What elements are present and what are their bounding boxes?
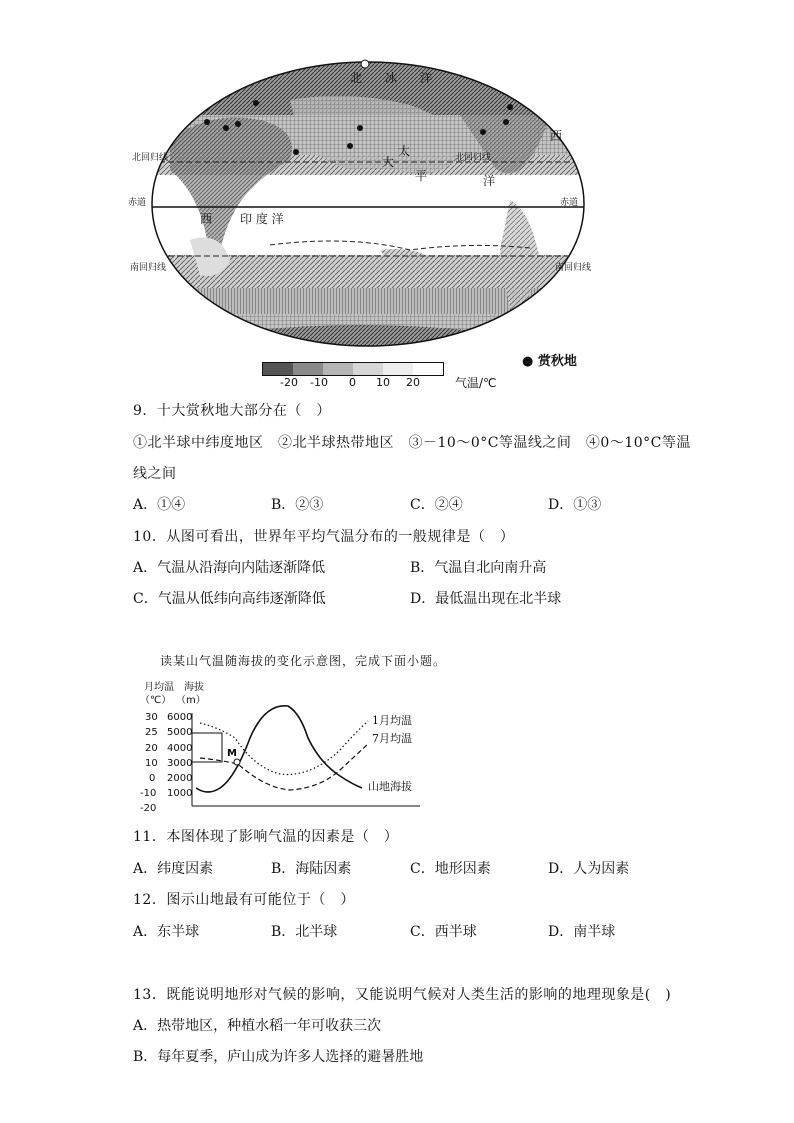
label-pacific-ping: 平 xyxy=(415,169,428,183)
point-m-label: M xyxy=(227,748,237,759)
label-tropic-cancer-left: 北回归线 xyxy=(132,153,169,163)
y1-tick: -20 xyxy=(140,803,157,814)
scale-tick: -10 xyxy=(310,376,328,389)
q12-option-b[interactable]: B．北半球 xyxy=(271,924,338,940)
scale-swatch xyxy=(413,363,443,375)
label-tropic-cancer-right: 北回归线 xyxy=(455,153,492,163)
y2-axis-label: 海拔 xyxy=(184,682,204,693)
q12-option-d[interactable]: D．南半球 xyxy=(548,924,616,940)
y1-tick: 25 xyxy=(145,727,158,738)
y1-tick: 20 xyxy=(145,743,158,754)
scale-swatch xyxy=(383,363,413,375)
legend-autumn-spot-label: 赏秋地 xyxy=(537,354,577,369)
q10-option-d[interactable]: D．最低温出现在北半球 xyxy=(410,591,562,607)
y1-axis-label: 月均温 xyxy=(144,682,174,693)
question-10-stem: 10．从图可看出，世界年平均气温分布的一般规律是（ ） xyxy=(133,529,515,545)
q9-option-b[interactable]: B．②③ xyxy=(271,497,324,513)
scale-swatch xyxy=(353,363,383,375)
question-11-stem: 11．本图体现了影响气温的因素是（ ） xyxy=(133,829,399,845)
y1-tick: 30 xyxy=(145,712,158,723)
question-12-stem: 12．图示山地最有可能位于（ ） xyxy=(133,892,355,908)
series-label-jan: 1月均温 xyxy=(372,714,412,727)
label-north: 北 xyxy=(350,71,363,85)
legend-dot-icon: ● xyxy=(522,354,534,369)
q10-option-b[interactable]: B．气温自北向南升高 xyxy=(410,560,547,576)
q9-option-a[interactable]: A．①④ xyxy=(133,497,186,513)
label-arctic: 冰 xyxy=(385,71,398,85)
y2-tick: 1000 xyxy=(167,788,193,799)
q12-option-c[interactable]: C．西半球 xyxy=(410,924,477,940)
question-13-stem: 13．既能说明地形对气候的影响，又能说明气候对人类生活的影响的地理现象是( ) xyxy=(133,987,672,1003)
q11-option-b[interactable]: B．海陆因素 xyxy=(271,861,352,877)
temperature-scale xyxy=(262,362,444,376)
series-jan-temp xyxy=(200,721,368,775)
scale-swatch xyxy=(293,363,323,375)
scale-unit: 气温/℃ xyxy=(455,376,497,390)
label-pacific-tai: 太 xyxy=(398,144,411,158)
question-9-statements: ①北半球中纬度地区 ②北半球热带地区 ③－10～0°C等温线之间 ④0～10°C等温 xyxy=(133,435,691,451)
label-atlantic-west: 西 xyxy=(550,129,563,143)
label-equator-right: 赤道 xyxy=(560,198,579,208)
label-tropic-capricorn-left: 南回归线 xyxy=(130,263,167,273)
q11-option-a[interactable]: A．纬度因素 xyxy=(133,861,214,877)
y1-tick: 10 xyxy=(145,758,158,769)
scale-swatch xyxy=(263,363,293,375)
q10-option-a[interactable]: A．气温从沿海向内陆逐渐降低 xyxy=(133,560,326,576)
series-label-jul: 7月均温 xyxy=(372,732,412,745)
q9-option-c[interactable]: C．②④ xyxy=(410,497,463,513)
y2-tick: 2000 xyxy=(167,773,193,784)
y2-tick: 4000 xyxy=(167,743,193,754)
q13-option-b[interactable]: B．每年夏季，庐山成为许多人选择的避暑胜地 xyxy=(133,1049,424,1065)
label-ocean-char: 洋 xyxy=(420,71,433,85)
question-9-statements-cont: 线之间 xyxy=(133,466,177,482)
scale-tick: -20 xyxy=(280,376,298,389)
scale-tick: 0 xyxy=(349,376,356,389)
y2-tick: 3000 xyxy=(167,758,193,769)
legend-autumn-spot xyxy=(522,350,577,369)
q12-option-a[interactable]: A．东半球 xyxy=(133,924,200,940)
world-temperature-map xyxy=(128,60,600,390)
series-elevation xyxy=(196,706,362,792)
scale-tick: 20 xyxy=(406,376,420,389)
scale-swatch xyxy=(323,363,353,375)
q11-option-d[interactable]: D．人为因素 xyxy=(548,861,630,877)
y1-tick: 0 xyxy=(149,773,156,784)
y1-tick: -10 xyxy=(140,788,157,799)
q10-option-c[interactable]: C．气温从低纬向高纬逐渐降低 xyxy=(133,591,326,607)
y2-tick: 5000 xyxy=(167,727,193,738)
section-intro: 读某山气温随海拔的变化示意图，完成下面小题。 xyxy=(160,654,447,668)
label-pacific-yang: 洋 xyxy=(483,174,496,188)
y2-axis-unit: （m） xyxy=(176,695,206,706)
scale-tick: 10 xyxy=(376,376,390,389)
q9-option-d[interactable]: D．①③ xyxy=(548,497,602,513)
label-indian-ocean: 印 度 洋 xyxy=(240,212,284,226)
q11-option-c[interactable]: C．地形因素 xyxy=(410,861,491,877)
series-label-elevation: 山地海拔 xyxy=(368,780,412,793)
label-west-char: 西 xyxy=(200,212,213,226)
mountain-temperature-chart xyxy=(140,678,440,814)
y2-tick: 6000 xyxy=(167,712,193,723)
label-da: 大 xyxy=(382,155,395,169)
question-9-stem: 9．十大赏秋地大部分在（ ） xyxy=(133,403,331,419)
q13-option-a[interactable]: A．热带地区，种植水稻一年可收获三次 xyxy=(133,1018,382,1034)
label-equator-left: 赤道 xyxy=(128,198,147,208)
y1-axis-unit: （℃） xyxy=(140,695,172,706)
label-tropic-capricorn-right: 南回归线 xyxy=(555,263,592,273)
